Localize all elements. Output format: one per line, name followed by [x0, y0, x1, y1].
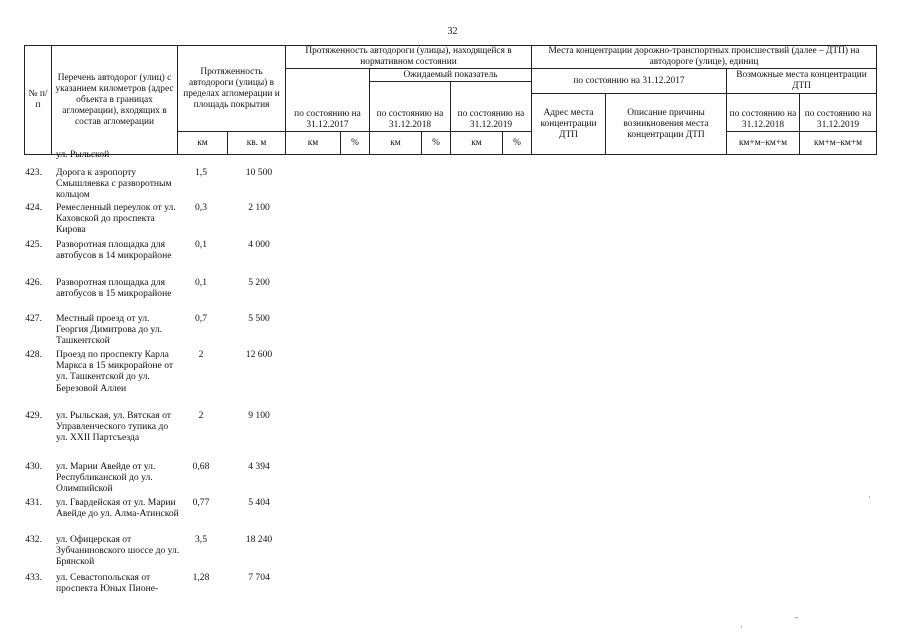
header-expected-2019: по состоянию на 31.12.2019: [451, 82, 532, 132]
road-area-sqm: 9 100: [248, 410, 270, 421]
road-length-km: 0,1: [195, 277, 207, 288]
header-address: Адрес места концентрации ДТП: [532, 94, 606, 155]
header-length: Протяженность автодороги (улицы) в пределах агломерации и площадь покрытия: [178, 46, 286, 132]
road-length-km: 0,77: [192, 497, 210, 508]
road-name: ул. Рыльская, ул. Вятская от Управленческого тупика до ул. XXII Партсъезда: [56, 410, 171, 444]
header-possible-2019: по состоянию на 31.12.2019: [800, 94, 877, 132]
row-number: 431.: [25, 497, 42, 508]
road-name: Проезд по проспекту Карла Маркса в 15 микрорайоне от ул. Ташкентской до ул. Березовой Аллеи: [56, 349, 174, 394]
header-possible: Возможные места концентрации ДТП: [727, 69, 877, 94]
unit-pct: %: [503, 132, 532, 155]
road-name: Ремесленный переулок от ул. Каховской до проспекта Кирова: [56, 202, 176, 236]
unit-pct: %: [341, 132, 370, 155]
road-area-sqm: 12 600: [245, 349, 273, 360]
road-area-sqm: 10 500: [245, 167, 273, 178]
road-length-km: 0,7: [195, 313, 207, 324]
road-area-sqm: 5 200: [248, 277, 270, 288]
unit-km: км: [286, 132, 341, 155]
unit-km: км: [451, 132, 503, 155]
road-area-sqm: 2 100: [248, 202, 270, 213]
road-area-sqm: 4 394: [248, 461, 270, 472]
row-number: 429.: [25, 410, 42, 421]
road-name: ул. Марии Авейде от ул. Республиканской до ул. Олимпийской: [56, 461, 156, 495]
row-number: 427.: [25, 313, 42, 324]
road-name: Дорога к аэропорту Смышляевка с разворотным кольцом: [56, 167, 172, 201]
road-length-km: 2: [198, 349, 204, 360]
unit-kmm: км+м–км+м: [727, 132, 800, 155]
row-number: 433.: [25, 572, 42, 583]
table-header: [24, 45, 877, 155]
road-area-sqm: 5 404: [248, 497, 270, 508]
road-name: ул. Рыльской: [56, 149, 110, 160]
road-area-sqm: 4 000: [248, 239, 270, 250]
row-number: 426.: [25, 277, 42, 288]
unit-km: км: [178, 132, 228, 155]
row-number: 423.: [25, 167, 42, 178]
margin-mark: ·: [868, 492, 871, 502]
road-length-km: 0,1: [195, 239, 207, 250]
header-cause: Описание причины возникновения места концентрации ДТП: [606, 94, 727, 155]
road-length-km: 1,28: [192, 572, 210, 583]
road-name: Разворотная площадка для автобусов в 14 микрорайоне: [56, 239, 172, 262]
row-number: 430.: [25, 461, 42, 472]
header-normative-2017: по состоянию на 31.12.2017: [286, 69, 370, 132]
road-length-km: 1,5: [195, 167, 207, 178]
header-dtp-as-of: по состоянию на 31.12.2017: [532, 69, 727, 94]
header-roads: Перечень автодорог (улиц) с указанием километров (адрес объекта в границах агломерации), входящих в состав агломерации: [52, 46, 178, 155]
road-length-km: 0,68: [192, 461, 210, 472]
page-number: 32: [447, 26, 458, 37]
row-number: 425.: [25, 239, 42, 250]
road-length-km: 0,3: [195, 202, 207, 213]
row-number: 432.: [25, 534, 42, 545]
road-length-km: 3,5: [195, 534, 207, 545]
road-name: ул. Гвардейская от ул. Марии Авейде до ул. Алма-Атинской: [56, 497, 179, 520]
row-number: 424.: [25, 202, 42, 213]
road-name: ул. Севастопольская от проспекта Юных Пионе-: [56, 572, 159, 595]
unit-pct: %: [422, 132, 451, 155]
unit-sqm: кв. м: [228, 132, 286, 155]
road-length-km: 2: [198, 410, 204, 421]
road-name: Местный проезд от ул. Георгия Димитрова до ул. Ташкентской: [56, 313, 163, 347]
road-name: Разворотная площадка для автобусов в 15 микрорайоне: [56, 277, 172, 300]
margin-mark: -: [795, 612, 798, 622]
unit-kmm: км+м–км+м: [800, 132, 877, 155]
header-num: № п/п: [25, 46, 52, 155]
road-area-sqm: 5 500: [248, 313, 270, 324]
header-possible-2018: по состоянию на 31.12.2018: [727, 94, 800, 132]
road-area-sqm: 18 240: [245, 534, 273, 545]
road-name: ул. Офицерская от Зубчаниновского шоссе до ул. Брянской: [56, 534, 180, 568]
unit-km: км: [370, 132, 422, 155]
row-number: 428.: [25, 349, 42, 360]
header-normative: Протяженность автодороги (улицы), находящейся в нормативном состоянии: [286, 46, 532, 69]
header-expected: Ожидаемый показатель: [370, 69, 532, 82]
road-area-sqm: 7 704: [248, 572, 270, 583]
header-dtp: Места концентрации дорожно-транспортных происшествий (далее – ДТП) на автодороге (улице), единиц: [532, 46, 877, 69]
margin-mark: ·: [740, 622, 743, 632]
header-expected-2018: по состоянию на 31.12.2018: [370, 82, 451, 132]
